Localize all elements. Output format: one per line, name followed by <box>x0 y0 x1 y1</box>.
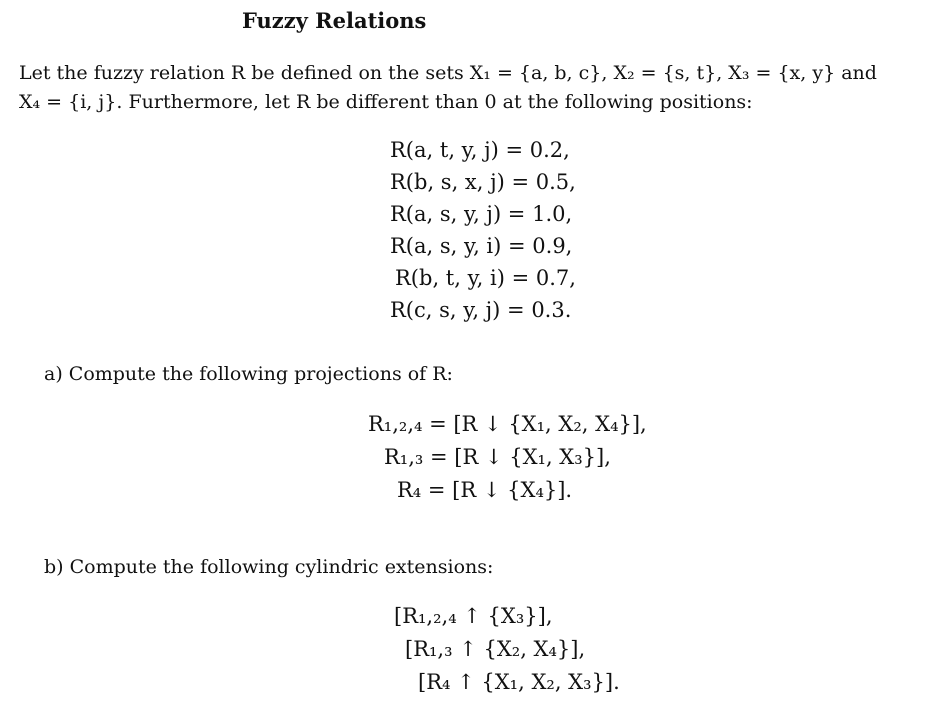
relation-2: R(b, s, x, j) = 0.5, <box>390 170 576 194</box>
projection-eq-3: R₄ = [R ↓ {X₄}]. <box>397 478 573 502</box>
extension-eq-1: [R₁,₂,₄ ↑ {X₃}], <box>394 604 553 628</box>
projection-eq-2: R₁,₃ = [R ↓ {X₁, X₃}], <box>384 445 611 469</box>
relation-3: R(a, s, y, j) = 1.0, <box>390 202 573 226</box>
part-b-heading: b) Compute the following cylindric extensions: <box>44 556 494 578</box>
page-title: Fuzzy Relations <box>242 8 427 33</box>
part-a-heading: a) Compute the following projections of R: <box>44 363 453 385</box>
relation-1: R(a, t, y, j) = 0.2, <box>390 138 570 162</box>
extension-eq-3: [R₄ ↑ {X₁, X₂, X₃}]. <box>418 670 620 694</box>
relation-6: R(c, s, y, j) = 0.3. <box>390 298 572 322</box>
intro-line-2: X₄ = {i, j}. Furthermore, let R be different than 0 at the following positions: <box>19 91 753 113</box>
projection-eq-1: R₁,₂,₄ = [R ↓ {X₁, X₂, X₄}], <box>368 412 647 436</box>
intro-paragraph <box>19 59 931 117</box>
relation-5: R(b, t, y, i) = 0.7, <box>395 266 576 290</box>
relation-4: R(a, s, y, i) = 0.9, <box>390 234 573 258</box>
extension-eq-2: [R₁,₃ ↑ {X₂, X₄}], <box>405 637 586 661</box>
intro-line-1: Let the fuzzy relation R be defined on the sets X₁ = {a, b, c}, X₂ = {s, t}, X₃ = {x, y} and <box>19 62 877 84</box>
